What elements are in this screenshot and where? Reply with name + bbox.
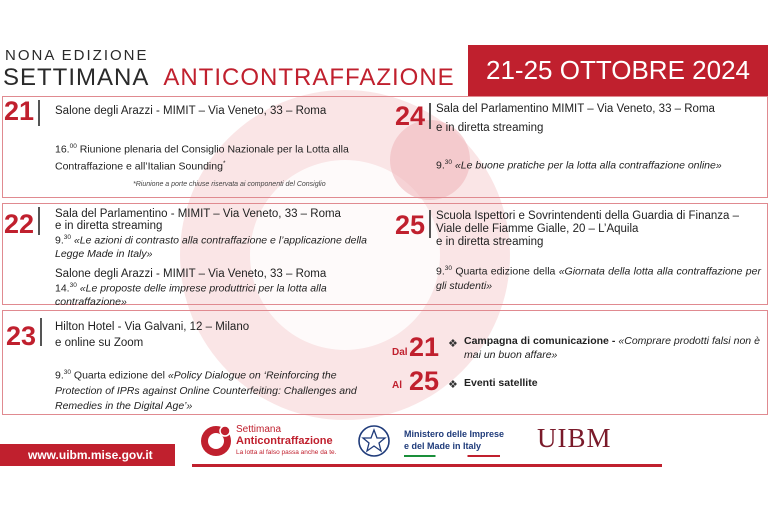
day-24-description: 9.30 «Le buone pratiche per la lotta alla contraffazione online»: [436, 159, 722, 172]
day-22-description-1: 9.30 «Le azioni di contrasto alla contraffazione e l’applicazione della Legge Made in Italy»: [55, 234, 367, 260]
logo-text-1: Settimana: [236, 424, 282, 435]
website-link[interactable]: www.uibm.mise.gov.it: [28, 448, 153, 462]
date-banner: 21-25 OTTOBRE 2024: [468, 45, 768, 96]
range-al-label: Al: [392, 380, 402, 391]
ministry-name-2: e del Made in Italy: [404, 441, 482, 451]
ministry-name-1: Ministero delle Imprese: [404, 429, 505, 439]
settimana-logo-icon: [200, 425, 232, 457]
day-24-streaming: e in diretta streaming: [436, 122, 544, 134]
divider: [429, 210, 431, 238]
day-21-venue: Salone degli Arazzi - MIMIT – Via Veneto, 33 – Roma: [55, 105, 327, 117]
day-21-note: *Riunione a porte chiuse riservata ai componenti del Consiglio: [133, 181, 326, 188]
uibm-logo: UIBM: [537, 423, 612, 453]
day-25-venue-1: Scuola Ispettori e Sovrintendenti della Guardia di Finanza –: [436, 210, 740, 222]
tricolor-line: [404, 455, 500, 457]
day-25-streaming: e in diretta streaming: [436, 236, 544, 248]
diamond-bullet-icon: ❖: [448, 338, 458, 350]
diamond-bullet-icon: ❖: [448, 379, 458, 391]
divider: [40, 318, 42, 346]
day-22-venue-2: Salone degli Arazzi - MIMIT – Via Veneto, 33 – Roma: [55, 268, 327, 280]
logos-underline: [192, 464, 662, 467]
italian-emblem-icon: [357, 423, 391, 459]
day-22-number: 22: [4, 209, 35, 239]
day-23-online: e online su Zoom: [55, 337, 144, 349]
logo-text-2: Anticontraffazione: [236, 435, 333, 447]
day-23-description: 9.30 Quarta edizione del «Policy Dialogue on ‘Reinforcing the Protection of IPRs against Online Counterfeiting: Challenges and Remedies in the Digital Age’»: [55, 369, 357, 412]
campaign-text: Campagna di comunicazione - «Comprare prodotti falsi non è mai un buon affare»: [464, 335, 760, 361]
day-25-number: 25: [395, 210, 426, 240]
day-24-venue: Sala del Parlamentino MIMIT – Via Veneto, 33 – Roma: [436, 103, 715, 115]
settimana-logo: [200, 423, 345, 461]
range-end-number: 25: [409, 366, 440, 396]
day-22-venue: Sala del Parlamentino - MIMIT – Via Veneto, 33 – Roma: [55, 208, 341, 220]
divider: [429, 103, 431, 129]
day-23-venue: Hilton Hotel - Via Galvani, 12 – Milano: [55, 321, 250, 333]
range-dal-label: Dal: [392, 347, 408, 358]
day-22-description-2: 14.30 «Le proposte delle imprese produttrici per la lotta alla contraffazione»: [55, 282, 327, 308]
satellite-events: Eventi satellite: [464, 377, 538, 389]
day-21-description: 16.00 Riunione plenaria del Consiglio Nazionale per la Lotta alla Contraffazione e all’Italian Sounding*: [55, 143, 349, 172]
day-24-number: 24: [395, 101, 426, 131]
day-25-venue-2: Viale delle Fiamme Gialle, 20 – L’Aquila: [436, 223, 639, 235]
day-21-number: 21: [4, 96, 35, 126]
day-22-streaming: e in diretta streaming: [55, 220, 163, 232]
page-title: SETTIMANA ANTICONTRAFFAZIONE: [3, 64, 455, 91]
range-start-number: 21: [409, 332, 440, 362]
edition-label: NONA EDIZIONE: [5, 47, 149, 64]
day-23-number: 23: [6, 321, 37, 351]
logo-tagline: La lotta al falso passa anche da te.: [236, 449, 337, 456]
divider: [38, 100, 40, 126]
divider: [38, 207, 40, 235]
day-25-description: 9.30 Quarta edizione della «Giornata della lotta alla contraffazione per gli studenti»: [436, 265, 761, 292]
